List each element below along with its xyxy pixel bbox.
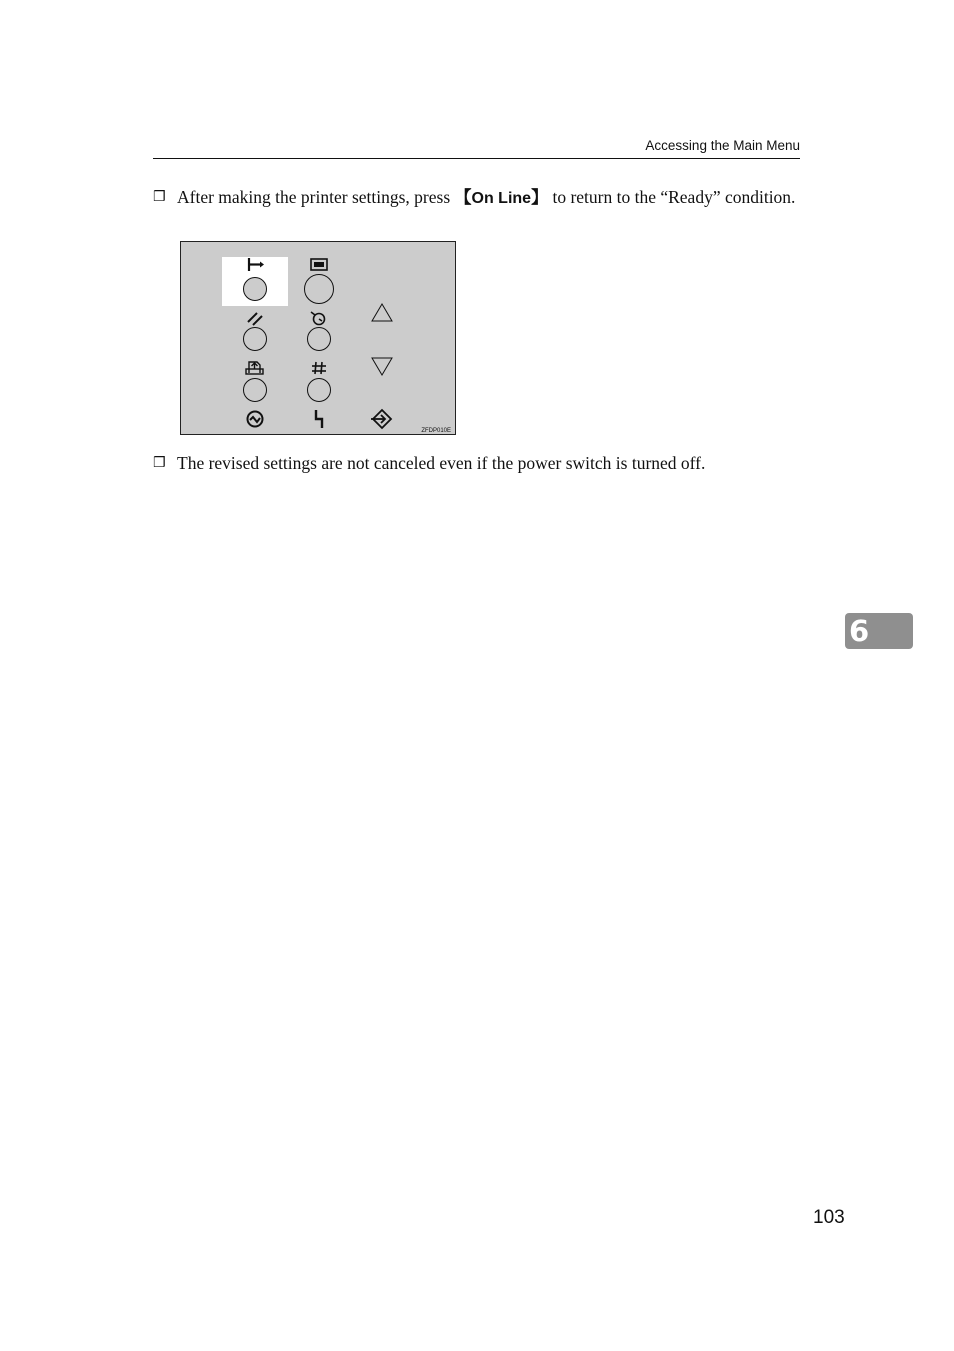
header-rule [153,158,800,159]
figure-caption: ZFDP010E [421,428,451,434]
chapter-tab [845,613,913,649]
checkbox-bullet-icon: ❒ [153,455,166,471]
on-line-button[interactable] [244,278,267,301]
note-text [177,187,800,209]
page-number: 103 [813,1207,845,1228]
key-bracket-open: 【 [454,188,472,208]
power-icon [248,412,263,427]
cancel-button[interactable] [244,328,267,351]
note-item [153,453,800,473]
chapter-number: 6 [849,614,870,648]
up-arrow-icon[interactable] [372,304,392,321]
note-item [153,187,800,209]
note-text-after: to return to the “Ready” condition. [552,187,796,207]
running-header: Accessing the Main Menu [645,138,800,153]
printer-control-panel [180,241,456,435]
menu-button[interactable] [305,275,334,304]
menu-icon [311,259,327,270]
number-button[interactable] [308,379,331,402]
checkbox-bullet-icon: ❒ [153,189,166,205]
cancel-icon [248,313,262,325]
on-line-key-label: On Line [471,190,532,207]
number-icon [312,362,326,374]
note-text: The revised settings are not canceled even if the power switch is turned off. [177,453,706,473]
enter-icon [371,410,391,428]
control-panel-drawing [181,242,457,436]
reset-button[interactable] [308,328,331,351]
note-text-before: After making the printer settings, press [177,187,451,207]
key-bracket-close: 】 [531,188,549,208]
error-icon [316,410,322,428]
reset-icon [311,312,325,325]
form-feed-icon [246,362,263,374]
down-arrow-icon[interactable] [372,358,392,375]
form-feed-button[interactable] [244,379,267,402]
